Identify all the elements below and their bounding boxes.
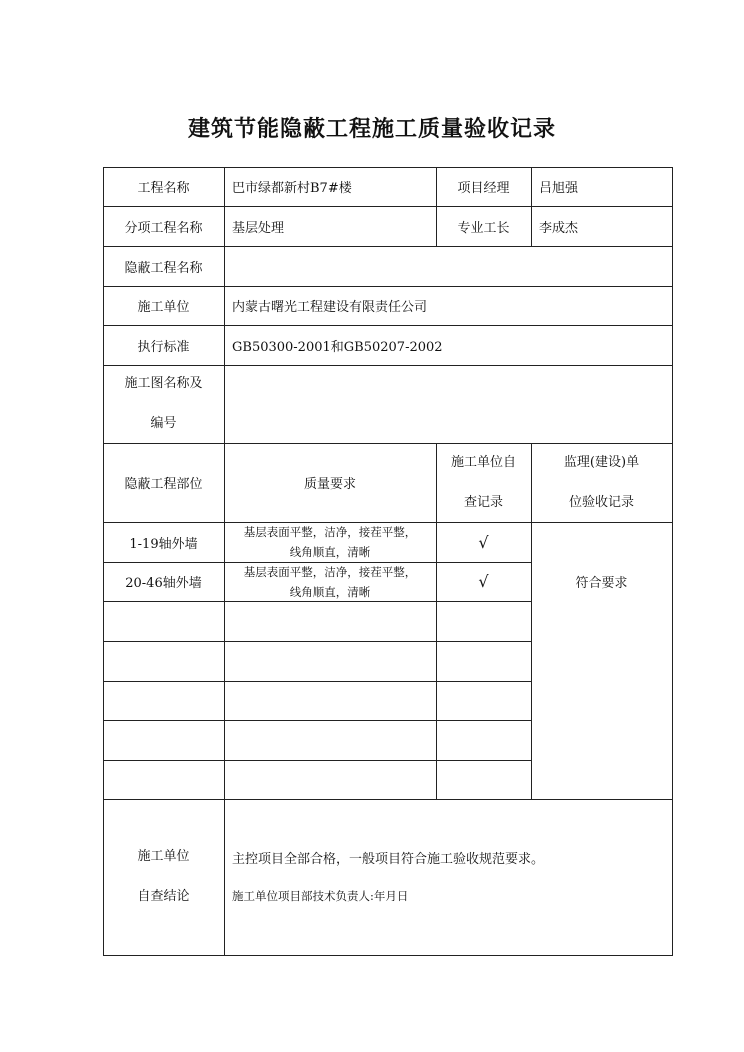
conclusion-text: 主控项目全部合格，一般项目符合施工验收规范要求。 xyxy=(232,852,545,867)
supervisor-result: 符合要求 xyxy=(575,575,628,591)
contractor-label: 施工单位 xyxy=(137,300,190,315)
row2-location: 20-46轴外墙 xyxy=(125,576,202,591)
foreman-value: 李成杰 xyxy=(539,220,579,236)
drawing-label-line2: 编号 xyxy=(150,416,177,431)
row1-quality-line1: 基层表面平整，洁净，接茬平整， xyxy=(243,525,417,539)
col-self-check-header xyxy=(436,443,531,522)
row1-location: 1-19轴外墙 xyxy=(129,536,198,552)
conclusion-label-line1: 施工单位 xyxy=(137,849,190,864)
row2-check-mark: √ xyxy=(478,572,489,591)
manager-value: 吕旭强 xyxy=(539,181,579,196)
sub-project-label: 分项工程名称 xyxy=(124,220,203,236)
row1-check-mark: √ xyxy=(478,532,489,552)
col-supervisor-line1: 监理(建设)单 xyxy=(563,454,640,470)
page-title: 建筑节能隐蔽工程施工质量验收记录 xyxy=(187,116,556,142)
drawing-label xyxy=(103,365,224,443)
row2-quality-line1: 基层表面平整，洁净，接茬平整， xyxy=(243,564,417,579)
row1-quality xyxy=(224,522,436,562)
contractor-value: 内蒙古曙光工程建设有限责任公司 xyxy=(232,300,428,315)
foreman-label: 专业工长 xyxy=(457,220,510,236)
col-supervisor-line2: 位验收记录 xyxy=(568,494,634,510)
concealed-work-value xyxy=(224,246,672,286)
col-self-check-line2: 查记录 xyxy=(463,494,503,510)
col-quality-header: 质量要求 xyxy=(303,477,356,492)
row2-quality xyxy=(224,562,436,601)
standard-value: GB50300-2001和GB50207-2002 xyxy=(232,339,443,355)
drawing-label-line1: 施工图名称及 xyxy=(124,376,203,391)
concealed-work-label: 隐蔽工程名称 xyxy=(124,260,203,276)
col-self-check-line1: 施工单位自 xyxy=(450,454,516,470)
standard-label: 执行标准 xyxy=(137,339,190,355)
manager-label: 项目经理 xyxy=(457,181,510,196)
col-location-header: 隐蔽工程部位 xyxy=(124,477,203,492)
col-supervisor-header xyxy=(531,443,672,522)
conclusion-label-line2: 自查结论 xyxy=(137,889,190,904)
row1-quality-line2: 线角顺直，清晰 xyxy=(289,545,371,559)
signature-line: 施工单位项目部技术负责人:年月日 xyxy=(232,889,409,903)
project-name-label: 工程名称 xyxy=(137,181,190,196)
row2-quality-line2: 线角顺直，清晰 xyxy=(289,584,371,599)
sub-project-value: 基层处理 xyxy=(232,220,285,236)
project-name-value: 巴市绿都新村B7#楼 xyxy=(232,181,352,196)
drawing-value xyxy=(224,365,672,443)
conclusion-label xyxy=(103,835,224,919)
